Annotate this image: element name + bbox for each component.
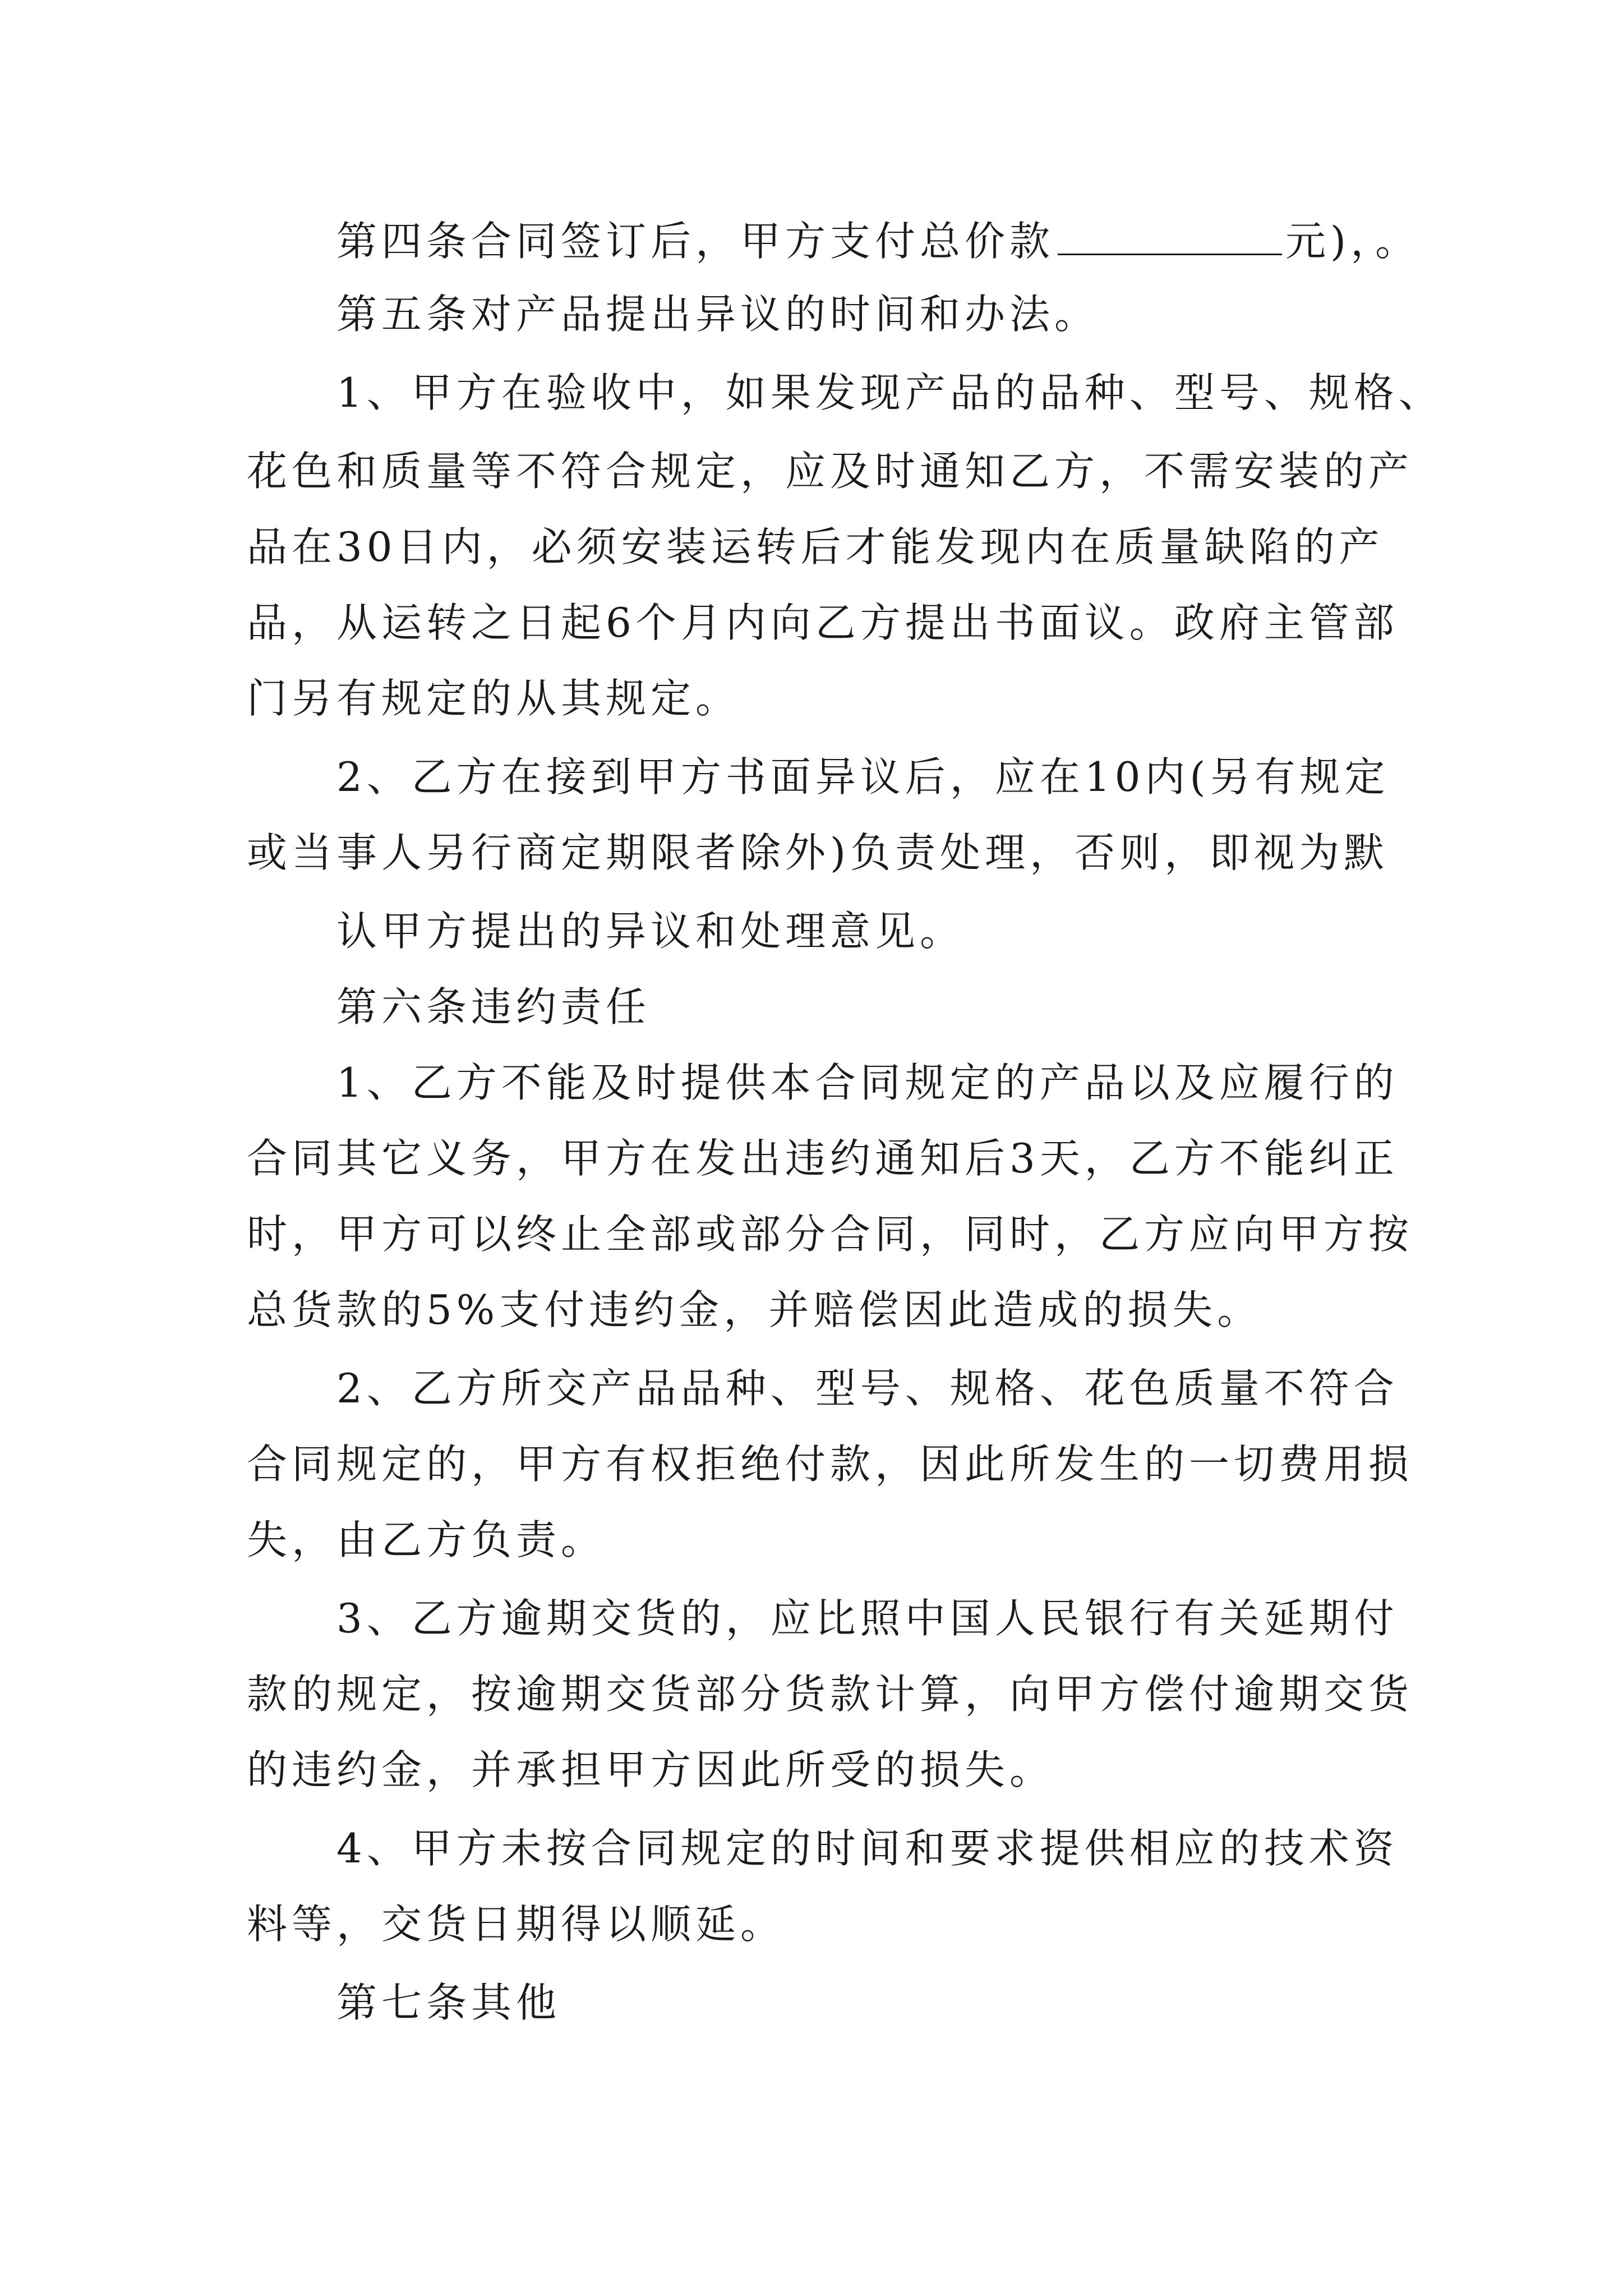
- paragraph-line: 款的规定，按逾期交货部分货款计算，向甲方偿付逾期交货: [247, 1671, 1414, 1718]
- paragraph-line: 或当事人另行商定期限者除外)负责处理，否则，即视为默: [247, 829, 1389, 876]
- paragraph-line: 总货款的5%支付违约金，并赔偿因此造成的损失。: [247, 1286, 1262, 1333]
- paragraph-line: 的违约金，并承担甲方因此所受的损失。: [247, 1746, 1055, 1793]
- article-5-heading: 第五条对产品提出异议的时间和办法。: [336, 291, 1100, 338]
- amount-blank: [1058, 220, 1282, 255]
- article-7-heading: 第七条其他: [336, 1979, 561, 2026]
- paragraph-line: 1、乙方不能及时提供本合同规定的产品以及应履行的: [336, 1059, 1399, 1106]
- article-6-heading: 第六条违约责任: [336, 983, 651, 1030]
- paragraph-line: 4、甲方未按合同规定的时间和要求提供相应的技术资: [336, 1825, 1399, 1872]
- paragraph-line: 合同规定的，甲方有权拒绝付款，因此所发生的一切费用损: [247, 1441, 1414, 1488]
- paragraph-line: 认甲方提出的异议和处理意见。: [336, 908, 965, 955]
- paragraph-line: 2、乙方在接到甲方书面异议后，应在10内(另有规定: [336, 753, 1390, 800]
- paragraph-line: 品在30日内，必须安装运转后才能发现内在质量缺陷的产: [247, 523, 1384, 570]
- paragraph-line: 失，由乙方负责。: [247, 1516, 606, 1563]
- article-4-text: 第四条合同签订后，甲方支付总价款: [336, 218, 1055, 265]
- paragraph-line: 料等，交货日期得以顺延。: [247, 1901, 786, 1948]
- article-4-suffix: 元)，。: [1285, 218, 1421, 265]
- paragraph-line: 合同其它义务，甲方在发出违约通知后3天，乙方不能纠正: [247, 1135, 1399, 1182]
- article-4-line: [336, 213, 1420, 269]
- paragraph-line: 1、甲方在验收中，如果发现产品的品种、型号、规格、: [336, 369, 1444, 416]
- paragraph-line: 门另有规定的从其规定。: [247, 675, 741, 722]
- paragraph-line: 花色和质量等不符合规定，应及时通知乙方，不需安装的产: [247, 448, 1414, 495]
- paragraph-line: 3、乙方逾期交货的，应比照中国人民银行有关延期付: [336, 1595, 1399, 1642]
- paragraph-line: 时，甲方可以终止全部或部分合同，同时，乙方应向甲方按: [247, 1211, 1414, 1258]
- paragraph-line: 品，从运转之日起6个月内向乙方提出书面议。政府主管部: [247, 599, 1399, 646]
- paragraph-line: 2、乙方所交产品品种、型号、规格、花色质量不符合: [336, 1365, 1399, 1412]
